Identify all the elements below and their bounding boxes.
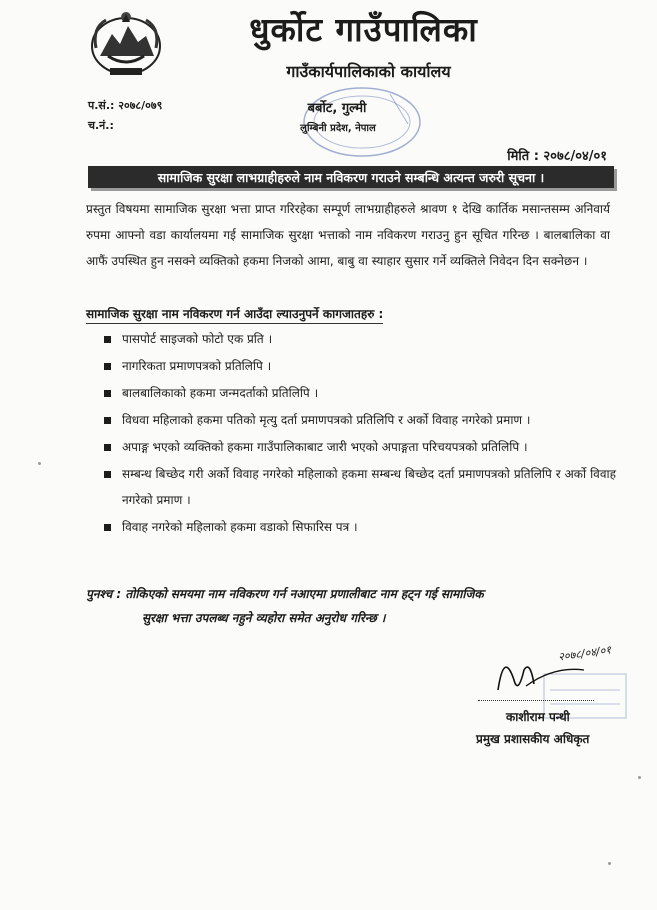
- square-bullet-icon: [104, 444, 111, 451]
- signature-line: [478, 700, 594, 701]
- documents-list: [100, 326, 616, 541]
- documents-heading: सामाजिक सुरक्षा नाम नविकरण गर्न आउँदा ल्याउनुपर्ने कागजातहरु :: [86, 305, 383, 324]
- scan-speck: [638, 776, 641, 779]
- list-item: अपाङ्ग भएको व्यक्तिको हकमा गाउँपालिकाबाट जारी भएको अपाङ्गता परिचयपत्रको प्रतिलिपि ।: [100, 434, 616, 460]
- list-item: बालबालिकाको हकमा जन्मदर्ताको प्रतिलिपि ।: [100, 380, 616, 406]
- scan-speck: [608, 862, 611, 865]
- postscript: [86, 582, 620, 630]
- signer-name: काशीराम पन्थी: [506, 710, 570, 724]
- notice-date: मिति : २०७८/०४/०१: [507, 149, 607, 164]
- handwritten-date: २०७८/०४/०१: [557, 643, 612, 664]
- municipality-name: धुर्कोट गाउँपालिका: [249, 10, 478, 49]
- notice-subject-text: सामाजिक सुरक्षा लाभग्राहीहरुले नाम नविकरण गराउने सम्बन्धि अत्यन्त जरुरी सूचना ।: [157, 169, 545, 185]
- office-name: गाउँकार्यपालिकाको कार्यालय: [286, 62, 451, 81]
- notice-subject: [88, 166, 614, 188]
- list-item: विधवा महिलाको हकमा पतिको मृत्यु दर्ता प्रमाणपत्रको प्रतिलिपि र अर्को विवाह नगरेको प्रमाण ।: [100, 407, 616, 433]
- square-bullet-icon: [104, 417, 111, 424]
- notice-body: प्रस्तुत विषयमा सामाजिक सुरक्षा भत्ता प्राप्त गरिरहेका सम्पूर्ण लाभग्राहीहरुले श्रावण १ देखि कार्तिक मसान्तसम्म अनिवार्य रुपमा आफ्नो वडा कार्यालयमा गई सामाजिक सुरक्षा भत्ताको नाम नविकरण गराउनु हुन सूचित गरिन्छ । बालबालिका वा आफैं उपस्थित हुन नसक्ने व्यक्तिको हकमा निजको आमा, बाबु वा स्याहार सुसार गर्ने व्यक्तिले निवेदन दिन सक्नेछन ।: [86, 202, 610, 268]
- dispatch-number: च.नं.:: [88, 119, 114, 132]
- province-country: लुम्बिनी प्रदेश, नेपाल: [300, 123, 376, 134]
- signer-title: प्रमुख प्रशासकीय अधिकृत: [476, 732, 590, 746]
- square-bullet-icon: [104, 363, 111, 370]
- list-item: पासपोर्ट साइजको फोटो एक प्रति ।: [100, 326, 616, 352]
- square-bullet-icon: [104, 471, 111, 478]
- list-item: सम्बन्ध बिच्छेद गरी अर्को विवाह नगरेको महिलाको हकमा सम्बन्ध बिच्छेद दर्ता प्रमाणपत्रको प्रतिलिपि र अर्को विवाह नगरेको प्रमाण ।: [100, 461, 616, 513]
- square-bullet-icon: [104, 336, 111, 343]
- square-bullet-icon: [104, 390, 111, 397]
- square-bullet-icon: [104, 524, 111, 531]
- list-item: विवाह नगरेको महिलाको हकमा वडाको सिफारिस पत्र ।: [100, 514, 616, 540]
- reference-number: प.सं.: २०७८/०७९: [88, 99, 163, 112]
- postscript-line-1: तोकिएको समयमा नाम नविकरण गर्न नआएमा प्रणालीबाट नाम हट्न गई सामाजिक: [125, 587, 484, 601]
- office-address: बर्बोट, गुल्मी: [307, 101, 367, 116]
- postscript-line-2: सुरक्षा भत्ता उपलब्ध नहुने व्यहोरा समेत अनुरोध गरिन्छ ।: [142, 611, 386, 625]
- postscript-label: पुनश्च :: [86, 587, 122, 601]
- list-item: नागरिकता प्रमाणपत्रको प्रतिलिपि ।: [100, 353, 616, 379]
- scan-speck: [38, 462, 41, 465]
